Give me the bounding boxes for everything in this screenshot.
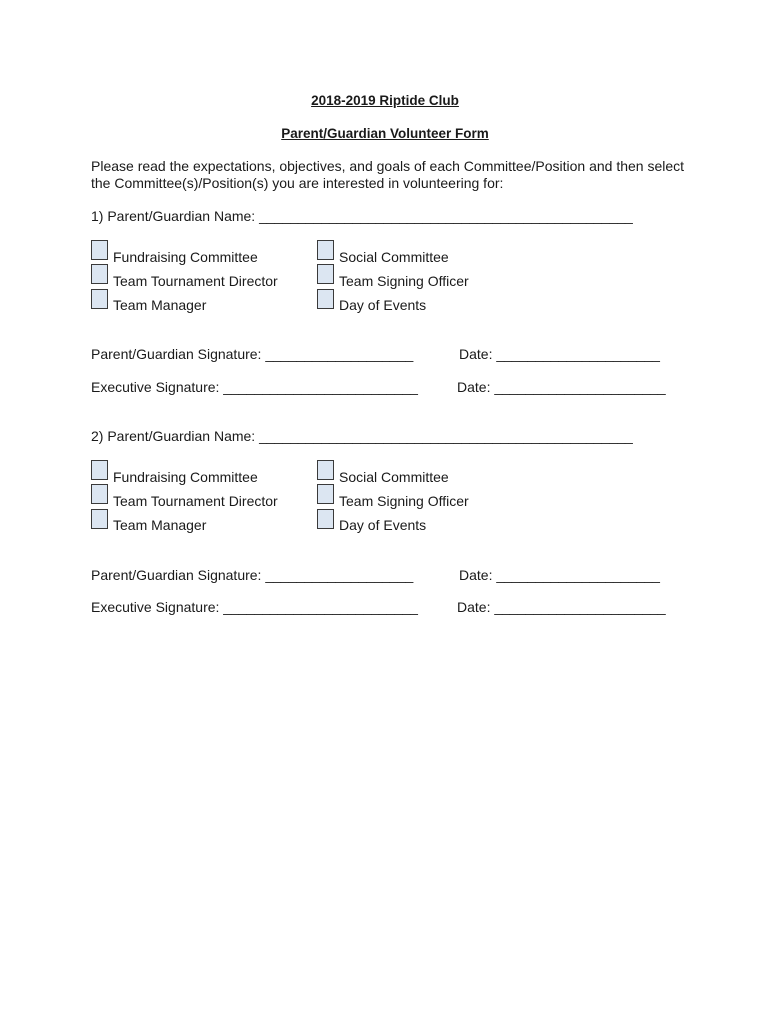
section-1-social-checkbox[interactable] [317, 240, 334, 260]
section-2-tournament-director-checkbox[interactable] [91, 484, 108, 504]
section-1-fundraising-checkbox[interactable] [91, 240, 108, 260]
section-1-exec-date[interactable]: Date: ______________________ [457, 379, 666, 395]
section-2-signing-officer-checkbox[interactable] [317, 484, 334, 504]
section-1-exec-signature[interactable]: Executive Signature: _________________________ [91, 379, 418, 395]
section-2-parent-signature[interactable]: Parent/Guardian Signature: ___________________ [91, 567, 414, 583]
section-1-parent-date[interactable]: Date: _____________________ [459, 346, 660, 362]
intro-text: Please read the expectations, objectives, and goals of each Committee/Position and then select the Committee(s)/Position(s) you are interested in volunteering for: [91, 158, 685, 191]
section-2-social-checkbox[interactable] [317, 460, 334, 480]
section-1-name-line[interactable]: 1) Parent/Guardian Name: ________________________________________________ [91, 208, 633, 224]
section-1-tournament-director-label: Team Tournament Director [113, 273, 278, 289]
section-2-fundraising-checkbox[interactable] [91, 460, 108, 480]
section-2-team-manager-label: Team Manager [113, 517, 207, 533]
section-1-team-manager-label: Team Manager [113, 297, 207, 313]
club-title: 2018-2019 Riptide Club [311, 93, 459, 108]
section-1-parent-signature[interactable]: Parent/Guardian Signature: ___________________ [91, 346, 414, 362]
section-2-social-label: Social Committee [339, 469, 449, 485]
section-2-team-manager-checkbox[interactable] [91, 509, 108, 529]
section-1-fundraising-label: Fundraising Committee [113, 249, 258, 265]
section-2-fundraising-label: Fundraising Committee [113, 469, 258, 485]
section-1-day-of-events-label: Day of Events [339, 297, 427, 313]
section-2-day-of-events-label: Day of Events [339, 517, 427, 533]
section-1-social-label: Social Committee [339, 249, 449, 265]
section-2-signing-officer-label: Team Signing Officer [339, 493, 469, 509]
section-1-team-manager-checkbox[interactable] [91, 289, 108, 309]
section-2-day-of-events-checkbox[interactable] [317, 509, 334, 529]
section-2-name-line[interactable]: 2) Parent/Guardian Name: ________________________________________________ [91, 428, 633, 444]
section-1-tournament-director-checkbox[interactable] [91, 264, 108, 284]
section-1-signing-officer-label: Team Signing Officer [339, 273, 469, 289]
section-2-exec-signature[interactable]: Executive Signature: _________________________ [91, 599, 418, 615]
section-1-signing-officer-checkbox[interactable] [317, 264, 334, 284]
section-2-parent-date[interactable]: Date: _____________________ [459, 567, 660, 583]
section-1-day-of-events-checkbox[interactable] [317, 289, 334, 309]
section-2-tournament-director-label: Team Tournament Director [113, 493, 278, 509]
form-title: Parent/Guardian Volunteer Form [281, 126, 489, 141]
section-2-exec-date[interactable]: Date: ______________________ [457, 599, 666, 615]
